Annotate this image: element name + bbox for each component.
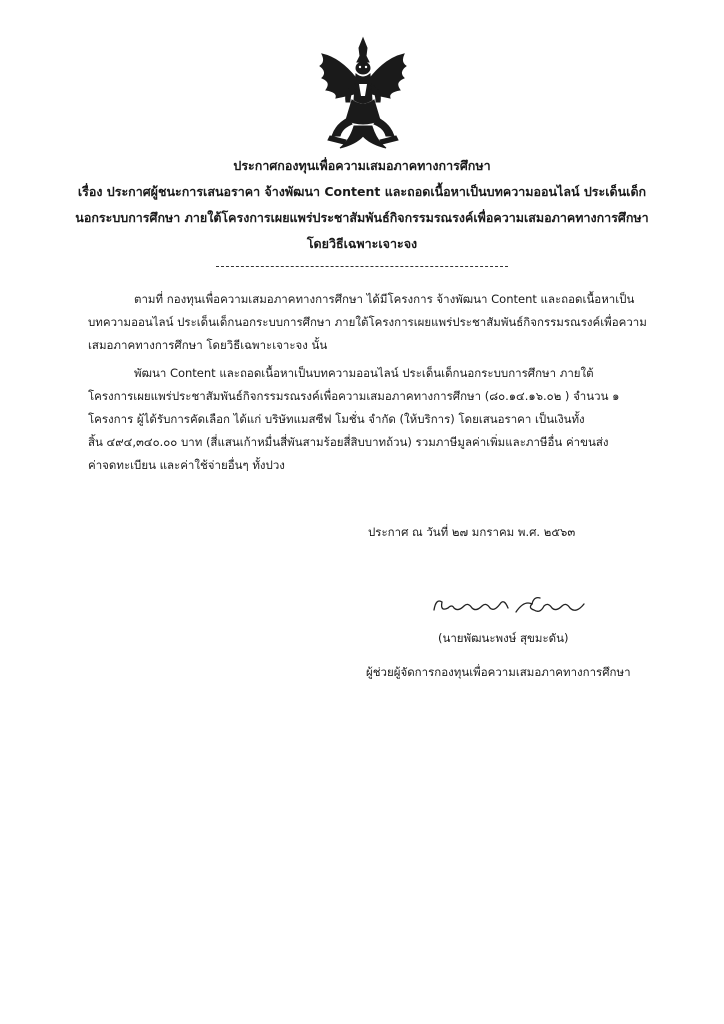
subject-line-2: นอกระบบการศึกษา ภายใต้โครงการเผยแพร่ประชาสัมพันธ์กิจกรรมรณรงค์เพื่อความเสมอภาคทางการศึกษา [75, 210, 649, 225]
paragraph-award-line-3: โครงการ ผู้ได้รับการคัดเลือก ได้แก่ บริษัทแมสซีฟ โมชั่น จำกัด (ให้บริการ) โดยเสนอราคา เป็นเงินทั้ง [88, 412, 585, 426]
paragraph-award-line-4: สิ้น ๔๙๔,๓๔๐.๐๐ บาท (สี่แสนเก้าหมื่นสี่พันสามร้อยสี่สิบบาทถ้วน) รวมภาษีมูลค่าเพิ่มและภาษีอื่น ค่าขนส่ง [88, 435, 609, 449]
handwritten-signature [428, 588, 598, 624]
subject-line-1: เรื่อง ประกาศผู้ชนะการเสนอราคา จ้างพัฒนา Content และถอดเนื้อหาเป็นบทความออนไลน์ ประเด็นเด็ก [77, 184, 647, 199]
paragraph-award [88, 362, 648, 477]
subject-line-3: โดยวิธีเฉพาะเจาะจง [306, 236, 418, 251]
announcement-title: ประกาศกองทุนเพื่อความเสมอภาคทางการศึกษา [233, 158, 491, 173]
paragraph-intro-line-3: เสมอภาคทางการศึกษา โดยวิธีเฉพาะเจาะจง นั้น [88, 338, 328, 352]
paragraph-intro-line-2: บทความออนไลน์ ประเด็นเด็กนอกระบบการศึกษา ภายใต้โครงการเผยแพร่ประชาสัมพันธ์กิจกรรมรณรงค์เพื่อความ [88, 315, 647, 329]
paragraph-award-line-2: โครงการเผยแพร่ประชาสัมพันธ์กิจกรรมรณรงค์เพื่อความเสมอภาคทางการศึกษา (๘๐.๑๔.๑๖.๐๒ ) จำนวน ๑ [88, 389, 620, 403]
signatory-position: ผู้ช่วยผู้จัดการกองทุนเพื่อความเสมอภาคทางการศึกษา [366, 665, 631, 679]
announce-date: ประกาศ ณ วันที่ ๒๗ มกราคม พ.ศ. ๒๕๖๓ [368, 525, 576, 539]
paragraph-award-line-1: พัฒนา Content และถอดเนื้อหาเป็นบทความออนไลน์ ประเด็นเด็กนอกระบบการศึกษา ภายใต้ [134, 366, 594, 380]
header-divider [216, 266, 508, 267]
paragraph-intro [88, 288, 648, 357]
paragraph-award-line-5: ค่าจดทะเบียน และค่าใช้จ่ายอื่นๆ ทั้งปวง [88, 458, 285, 472]
signatory-name: (นายพัฒนะพงษ์ สุขมะดัน) [438, 631, 569, 645]
paragraph-intro-line-1: ตามที่ กองทุนเพื่อความเสมอภาคทางการศึกษา ได้มีโครงการ จ้างพัฒนา Content และถอดเนื้อหาเป็น [134, 292, 635, 306]
garuda-emblem-icon [310, 36, 416, 154]
